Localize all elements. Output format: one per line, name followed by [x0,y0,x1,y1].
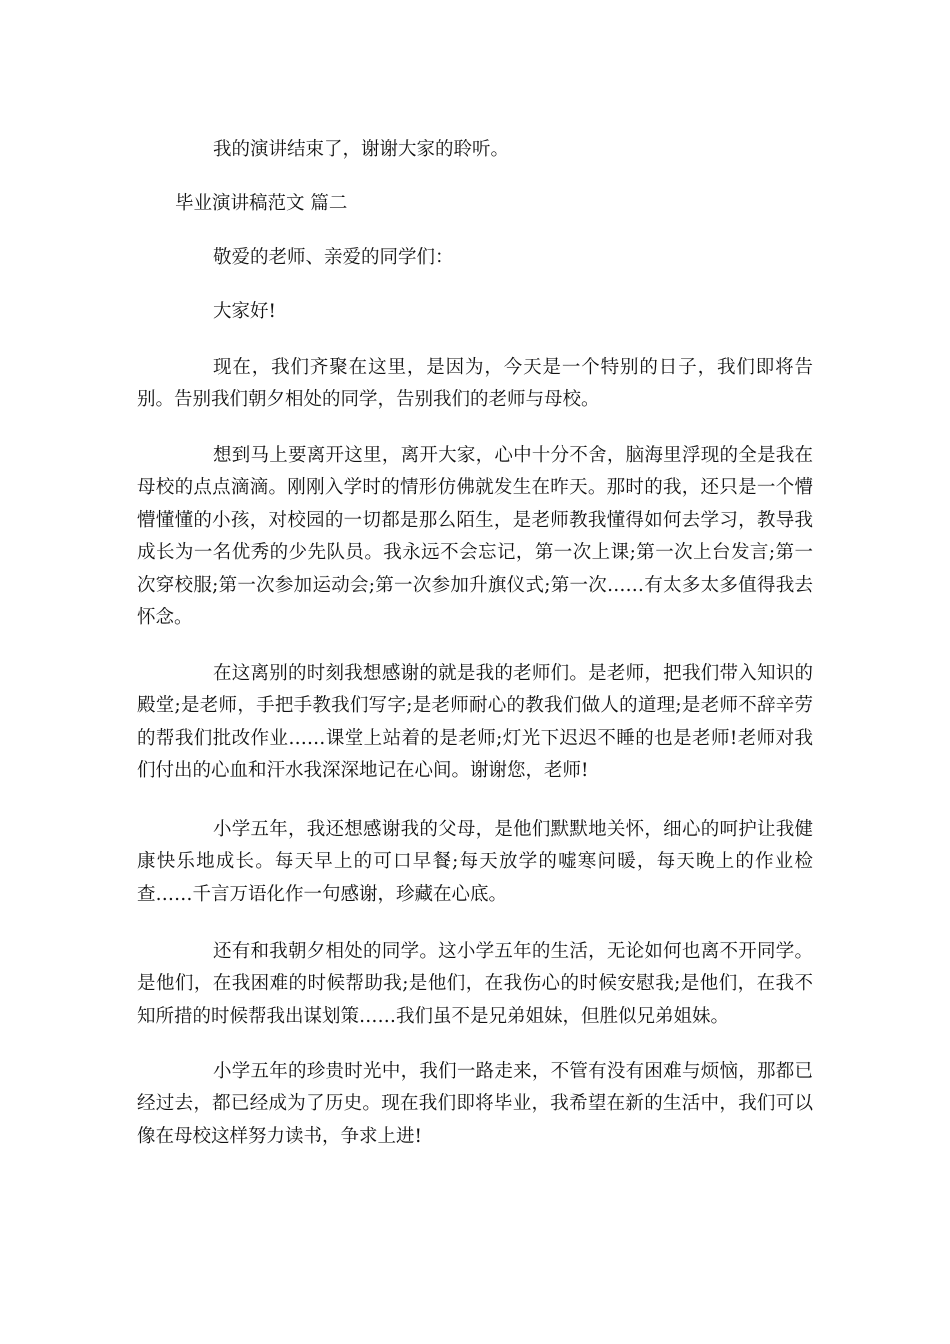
paragraph-2: 想到马上要离开这里，离开大家，心中十分不舍，脑海里浮现的全是我在母校的点点滴滴。刚刚入学时的情形仿佛就发生在昨天。那时的我，还只是一个懵懵懂懂的小孩，对校园的一切都是那么陌生，是老师教我懂得如何去学习，教导我成长为一名优秀的少先队员。我永远不会忘记，第一次上课;第一次上台发言;第一次穿校服;第一次参加运动会;第一次参加升旗仪式;第一次……有太多太多值得我去怀念。 [137,445,813,629]
section-heading: 毕业演讲稿范文 篇二 [175,193,348,214]
paragraph-5: 还有和我朝夕相处的同学。这小学五年的生活，无论如何也离不开同学。是他们，在我困难的时候帮助我;是他们，在我伤心的时候安慰我;是他们，在我不知所措的时候帮我出谋划策……我们虽不是兄弟姐妹，但胜似兄弟姐妹。 [137,941,813,1027]
closing-line: 我的演讲结束了，谢谢大家的聆听。 [213,139,510,160]
paragraph-1: 现在，我们齐聚在这里，是因为，今天是一个特别的日子，我们即将告别。告别我们朝夕相处的同学，告别我们的老师与母校。 [137,357,813,411]
greeting: 大家好! [213,301,276,322]
paragraph-4: 小学五年，我还想感谢我的父母，是他们默默地关怀，细心的呵护让我健康快乐地成长。每天早上的可口早餐;每天放学的嘘寒问暖，每天晚上的作业检查……千言万语化作一句感谢，珍藏在心底。 [137,819,813,905]
salutation: 敬爱的老师、亲爱的同学们： [213,247,454,268]
paragraph-3: 在这离别的时刻我想感谢的就是我的老师们。是老师，把我们带入知识的殿堂;是老师，手把手教我们写字;是老师耐心的教我们做人的道理;是老师不辞辛劳的帮我们批改作业……课堂上站着的是老师;灯光下迟迟不睡的也是老师!老师对我们付出的心血和汗水我深深地记在心间。谢谢您，老师! [137,663,813,782]
paragraph-6: 小学五年的珍贵时光中，我们一路走来，不管有没有困难与烦恼，那都已经过去，都已经成为了历史。现在我们即将毕业，我希望在新的生活中，我们可以像在母校这样努力读书，争求上进! [137,1061,813,1147]
